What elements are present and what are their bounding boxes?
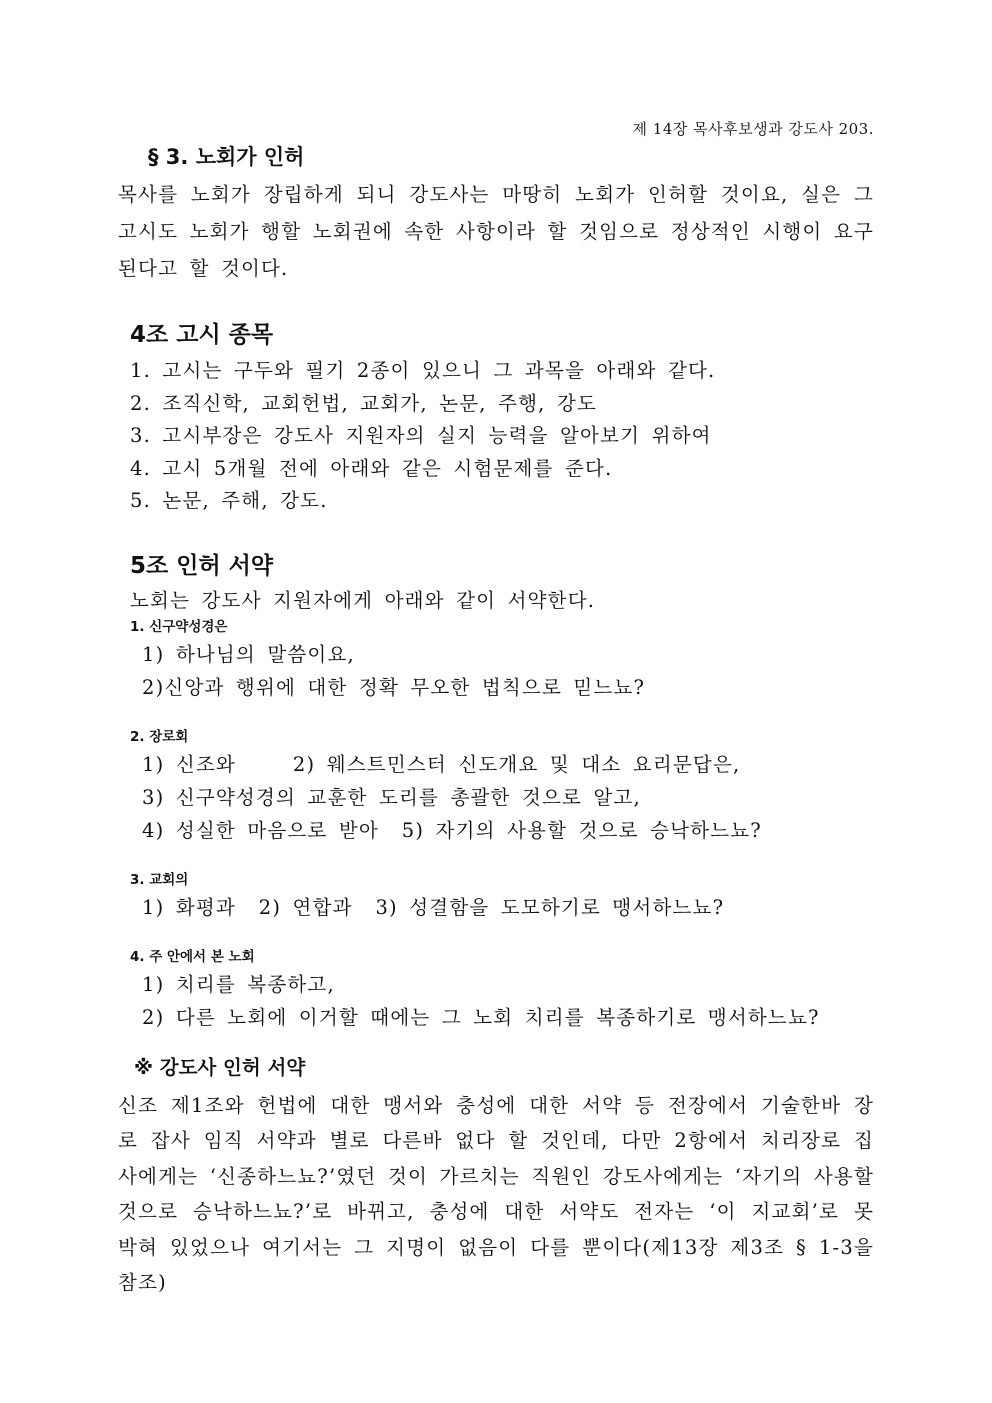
oath-line: 1) 하나님의 말씀이요, [142,642,355,666]
oath-line: 1) 화평과 2) 연합과 3) 성결함을 도모하기로 맹서하느뇨? [142,895,725,919]
spacer [118,287,874,315]
spacer [118,704,874,726]
note-heading: ※ 강도사 인허 서약 [134,1055,306,1079]
oath-group-label: 3. 교회의 [130,871,189,888]
running-header: 제 14장 목사후보생과 강도사 203. [632,120,874,138]
article-4-item: 5. 논문, 주해, 강도. [130,489,328,512]
section-3-paragraph: 목사를 노회가 장립하게 되니 강도사는 마땅히 노회가 인허할 것이요, 실은 그 고시도 노회가 행할 노회권에 속한 사항이라 할 것임으로 정상적인 시행이 요구된다고 할 것이다. [118,183,874,280]
article-4-item: 4. 고시 5개월 전에 아래와 같은 시험문제를 준다. [130,456,613,480]
spacer [118,518,874,546]
oath-line: 2)신앙과 행위에 대한 정확 무오한 법칙으로 믿느뇨? [142,675,646,699]
article-4-item: 3. 고시부장은 강도사 지원자의 실지 능력을 알아보기 위하여 [130,424,712,447]
oath-line: 4) 성실한 마음으로 받아 5) 자기의 사용할 것으로 승낙하느뇨? [142,818,762,842]
page-content [118,138,874,1301]
article-4-item: 1. 고시는 구두와 필기 2종이 있으니 그 과목을 아래와 같다. [130,359,716,382]
oath-group-label: 4. 주 안에서 본 노회 [130,948,255,965]
oath-line: 1) 치리를 복종하고, [142,972,335,996]
oath-line: 1) 신조와 2) 웨스트민스터 신도개요 및 대소 요리문답은, [142,752,741,776]
oath-line: 3) 신구약성경의 교훈한 도리를 총괄한 것으로 알고, [142,785,641,809]
section-3-heading: § 3. 노회가 인허 [148,145,305,169]
article-5-heading: 5조 인허 서약 [130,552,274,579]
note-paragraph: 신조 제1조와 헌법에 대한 맹서와 충성에 대한 서약 등 전장에서 기술한바 장로 잡사 임직 서약과 별로 다른바 없다 할 것인데, 다만 2항에서 치리장로 집사에게는 ‘신종하느뇨?’였던 것이 가르치는 직원인 강도사에게는 ‘자기의 사용할 것으로 승낙하느뇨?’로 바뀌고, 충성에 대한 서약도 전자는 ‘이 지교회’로 못 박혀 있었으나 여기서는 그 지명이 없음이 다를 뿐이다(제13장 제3조 § 1-3을 참조) [118,1093,874,1294]
spacer [118,847,874,869]
spacer [118,924,874,946]
article-4-item: 2. 조직신학, 교회헌법, 교회가, 논문, 주행, 강도 [130,391,598,415]
article-4-heading: 4조 고시 종목 [130,322,274,348]
oath-line: 2) 다른 노회에 이거할 때에는 그 노회 치리를 복종하기로 맹서하느뇨? [142,1005,820,1029]
oath-group-label: 2. 장로회 [130,728,189,745]
article-5-intro: 노회는 강도사 지원자에게 아래와 같이 서약한다. [130,588,596,612]
oath-group-label: 1. 신구약성경은 [130,618,228,635]
spacer [118,1034,874,1048]
